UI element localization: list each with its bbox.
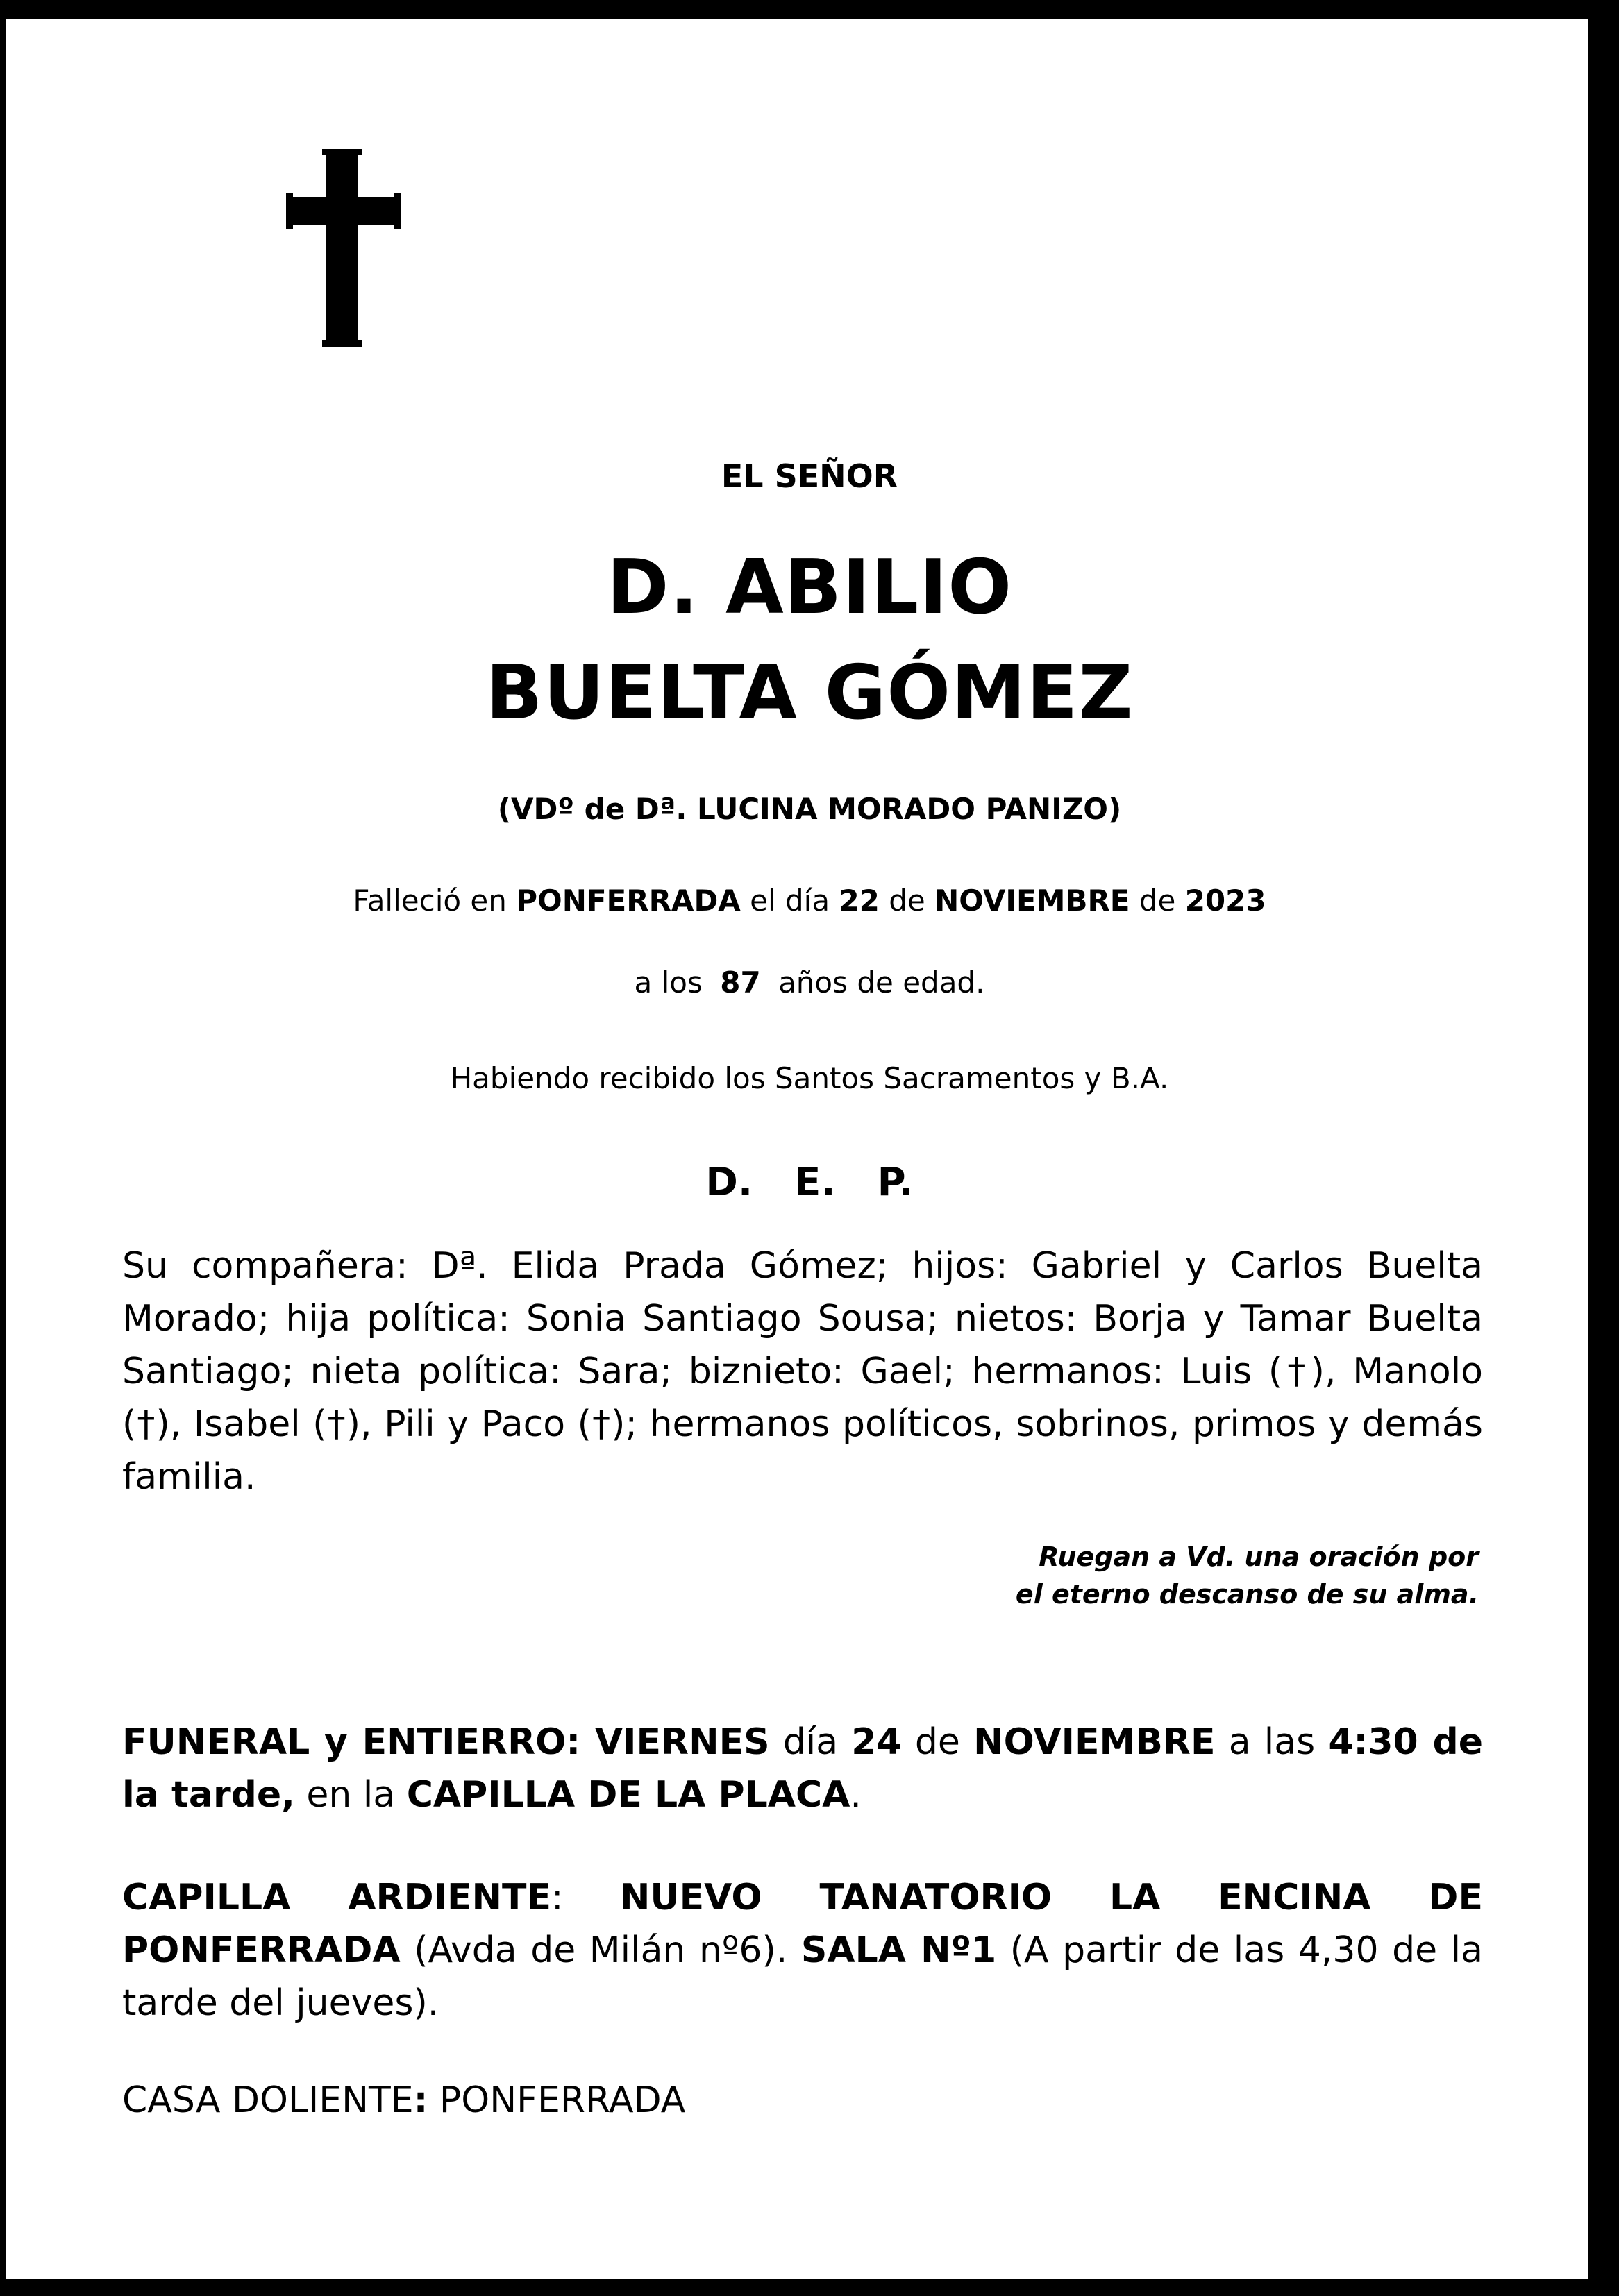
- family-paragraph: Su compañera: Dª. Elida Prada Gómez; hijos: Gabriel y Carlos Buelta Morado; hija política: Sonia Santiago Sousa; nietos: Borja y Tamar Buelta Santiago; nieta política: Sara; biznieto: Gael; hermanos: Luis (†), Manolo (†), Isabel (†), Pili y Paco (†); hermanos políticos, sobrinos, primos y demás familia.: [122, 1245, 1483, 1498]
- death-text: de: [879, 884, 935, 918]
- age-suffix: años de edad.: [778, 965, 985, 999]
- cross-icon: [286, 149, 401, 347]
- death-year: 2023: [1184, 884, 1266, 918]
- dep-abbreviation: [0, 1156, 1619, 1209]
- chapel-note: (A partir de las 4,30 de la tarde del jueves).: [122, 1930, 1483, 2024]
- death-statement: [0, 880, 1619, 922]
- chapel-room: SALA Nº1: [800, 1930, 997, 1971]
- mourning-house: [122, 2074, 685, 2127]
- mourning-house-place: PONFERRADA: [428, 2079, 686, 2121]
- funeral-place: CAPILLA DE LA PLACA: [406, 1774, 850, 1816]
- chapel-label: CAPILLA ARDIENTE: [122, 1877, 552, 1918]
- deceased-name-line1: D. ABILIO: [606, 544, 1013, 631]
- death-place: PONFERRADA: [516, 884, 741, 918]
- mourning-house-label: CASA DOLIENTE: [122, 2079, 414, 2121]
- funeral-text: en la: [294, 1774, 407, 1816]
- funeral-text: a las: [1215, 1721, 1329, 1763]
- death-text: Falleció en: [353, 884, 517, 918]
- funeral-label: FUNERAL y ENTIERRO: VIERNES: [122, 1721, 770, 1763]
- death-month: NOVIEMBRE: [934, 884, 1130, 918]
- chapel-details: [122, 1871, 1483, 2029]
- funeral-time: 4:30 de la tarde,: [122, 1721, 1483, 1816]
- title-prefix: EL SEÑOR: [721, 457, 898, 495]
- prayer-request: [764, 1538, 1479, 1613]
- funeral-text: .: [850, 1774, 862, 1816]
- deceased-name-line2: BUELTA GÓMEZ: [485, 650, 1134, 736]
- age-statement: [0, 962, 1619, 1004]
- chapel-place: NUEVO TANATORIO LA ENCINA DE PONFERRADA: [122, 1877, 1483, 1971]
- prayer-line1: Ruegan a Vd. una oración por: [1039, 1542, 1479, 1572]
- dep-letter-d: D.: [705, 1160, 753, 1205]
- funeral-day: 24: [851, 1721, 902, 1763]
- death-text: de: [1130, 884, 1185, 918]
- age-value: 87: [720, 965, 761, 999]
- chapel-text: :: [551, 1877, 620, 1918]
- dep-letter-p: P.: [877, 1160, 914, 1205]
- funeral-text: de: [901, 1721, 974, 1763]
- funeral-text: día: [769, 1721, 852, 1763]
- death-text: el día: [740, 884, 839, 918]
- age-prefix: a los: [634, 965, 703, 999]
- mourning-house-colon: :: [413, 2079, 428, 2121]
- funeral-month: NOVIEMBRE: [973, 1721, 1216, 1763]
- widower-note: (VDº de Dª. LUCINA MORADO PANIZO): [497, 792, 1122, 826]
- dep-letter-e: E.: [794, 1160, 836, 1205]
- funeral-details: [122, 1716, 1483, 1821]
- prayer-line2: el eterno descanso de su alma.: [1015, 1579, 1479, 1610]
- death-day: 22: [839, 884, 880, 918]
- sacraments-note: Habiendo recibido los Santos Sacramentos y B.A.: [450, 1061, 1169, 1095]
- chapel-address: (Avda de Milán nº6).: [400, 1930, 801, 1971]
